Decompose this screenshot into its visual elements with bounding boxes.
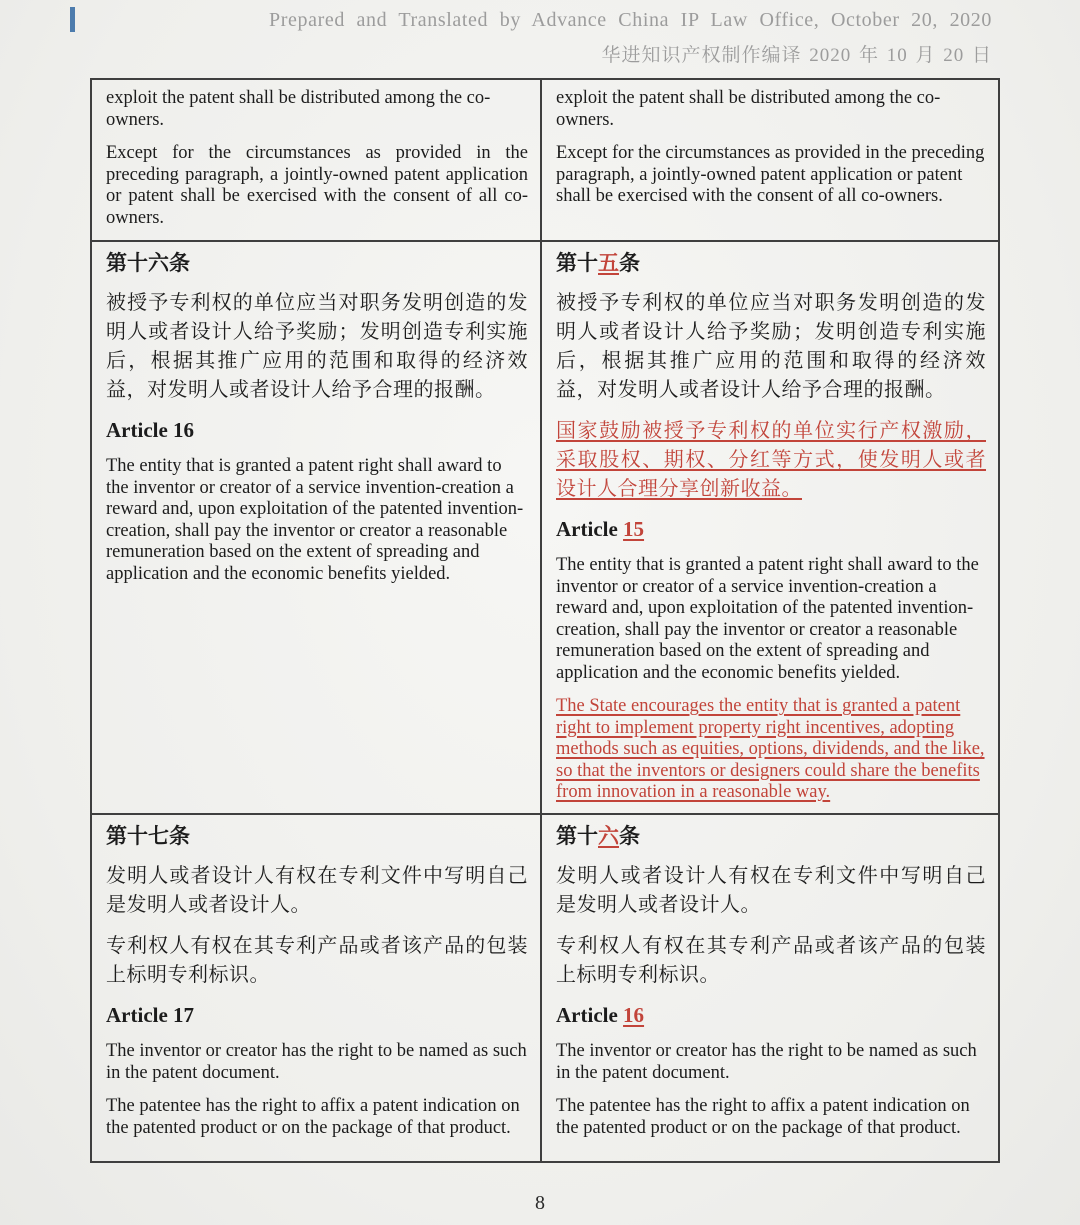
table-row (92, 80, 998, 240)
inserted-text: 六 (598, 824, 619, 848)
table-cell-left (92, 80, 542, 240)
table-cell-left (92, 242, 542, 813)
inserted-paragraph (556, 417, 986, 504)
page-number: 8 (535, 1192, 545, 1214)
article-heading (556, 1002, 986, 1029)
article-heading (556, 823, 986, 850)
paragraph (556, 88, 986, 131)
article-heading (106, 250, 528, 277)
text-run: The entity that is granted a patent right shall award to the inventor or creator of a service invention-creation a reward and, upon exploitation of the patented invention-creation, shall pay the inventor or creator a reasonable remuneration based on the extent of spreading and application and the economic benefits yielded. (106, 456, 524, 584)
table-cell-right (542, 815, 998, 1161)
article-heading (556, 250, 986, 277)
text-run: The patentee has the right to affix a patent indication on the patented product or on the package of that product. (556, 1096, 970, 1138)
paragraph (106, 143, 528, 229)
text-run: 发明人或者设计人有权在专利文件中写明自己是发明人或者设计人。 (556, 865, 986, 916)
text-run: The patentee has the right to affix a patent indication on the patented product or on the package of that product. (106, 1096, 520, 1138)
text-run: exploit the patent shall be distributed among the co-owners. (556, 88, 941, 130)
text-run: exploit the patent shall be distributed among the co-owners. (106, 88, 491, 130)
table-cell-left (92, 815, 542, 1161)
text-run: Except for the circumstances as provided in the preceding paragraph, a jointly-owned patent application or patent shall be exercised with the consent of all co-owners. (556, 143, 985, 206)
paragraph (106, 1041, 528, 1084)
table-row (92, 813, 998, 1161)
text-run: Article (556, 517, 624, 541)
text-run: Except for the circumstances as provided in the preceding paragraph, a jointly-owned patent application or patent shall be exercised with the consent of all co-owners. (106, 143, 528, 228)
text-run: The inventor or creator has the right to be named as such in the patent document. (556, 1041, 977, 1083)
paragraph (556, 862, 986, 920)
text-run: 第十六条 (106, 251, 190, 275)
blue-accent-bar (70, 7, 75, 32)
text-run: 第十七条 (106, 824, 190, 848)
text-run: Article 16 (106, 418, 195, 442)
paragraph (556, 932, 986, 990)
paragraph (106, 289, 528, 405)
text-run: The inventor or creator has the right to be named as such in the patent document. (106, 1041, 527, 1083)
inserted-text: 15 (623, 517, 645, 541)
inserted-paragraph (556, 696, 986, 804)
paragraph (106, 862, 528, 920)
article-heading (556, 516, 986, 543)
paragraph (106, 456, 528, 585)
paragraph (106, 932, 528, 990)
document-header (200, 8, 992, 67)
text-run: Article 17 (106, 1003, 195, 1027)
text-run: 专利权人有权在其专利产品或者该产品的包装上标明专利标识。 (106, 935, 528, 986)
paragraph (106, 1096, 528, 1139)
paragraph (556, 289, 986, 405)
inserted-text: 国家鼓励被授予专利权的单位实行产权激励，采取股权、期权、分红等方式，使发明人或者设计人合理分享创新收益。 (556, 420, 986, 500)
text-run: 被授予专利权的单位应当对职务发明创造的发明人或者设计人给予奖励；发明创造专利实施后，根据其推广应用的范围和取得的经济效益，对发明人或者设计人给予合理的报酬。 (556, 292, 986, 401)
paragraph (556, 143, 986, 208)
comparison-table (90, 78, 1000, 1163)
paragraph (556, 1096, 986, 1139)
text-run: 专利权人有权在其专利产品或者该产品的包装上标明专利标识。 (556, 935, 986, 986)
header-line-chinese: 华进知识产权制作编译 2020 年 10 月 20 日 (601, 45, 992, 66)
table-cell-right (542, 80, 998, 240)
paragraph (556, 555, 986, 684)
inserted-text: 五 (598, 251, 619, 275)
paragraph (106, 88, 528, 131)
text-run: 被授予专利权的单位应当对职务发明创造的发明人或者设计人给予奖励；发明创造专利实施后，根据其推广应用的范围和取得的经济效益，对发明人或者设计人给予合理的报酬。 (106, 292, 528, 401)
text-run: 第十 (556, 824, 598, 848)
article-heading (106, 1002, 528, 1029)
table-cell-right (542, 242, 998, 813)
text-run: Article (556, 1003, 624, 1027)
text-run: The entity that is granted a patent right shall award to the inventor or creator of a service invention-creation a reward and, upon exploitation of the patented invention-creation, shall pay the inventor or creator a reasonable remuneration based on the extent of spreading and application and the economic benefits yielded. (556, 555, 979, 683)
text-run: 第十 (556, 251, 598, 275)
inserted-text: 16 (623, 1003, 645, 1027)
table-row (92, 240, 998, 813)
article-heading (106, 823, 528, 850)
text-run: 发明人或者设计人有权在专利文件中写明自己是发明人或者设计人。 (106, 865, 528, 916)
inserted-text: The State encourages the entity that is granted a patent right to implement property right incentives, adopting methods such as equities, options, dividends, and the like, so that the inventors or designers could share the benefits from innovation in a reasonable way. (556, 696, 985, 802)
article-heading (106, 417, 528, 444)
header-line-english: Prepared and Translated by Advance China IP Law Office, October 20, 2020 (269, 9, 992, 31)
text-run: 条 (619, 824, 640, 848)
text-run: 条 (619, 251, 640, 275)
paragraph (556, 1041, 986, 1084)
